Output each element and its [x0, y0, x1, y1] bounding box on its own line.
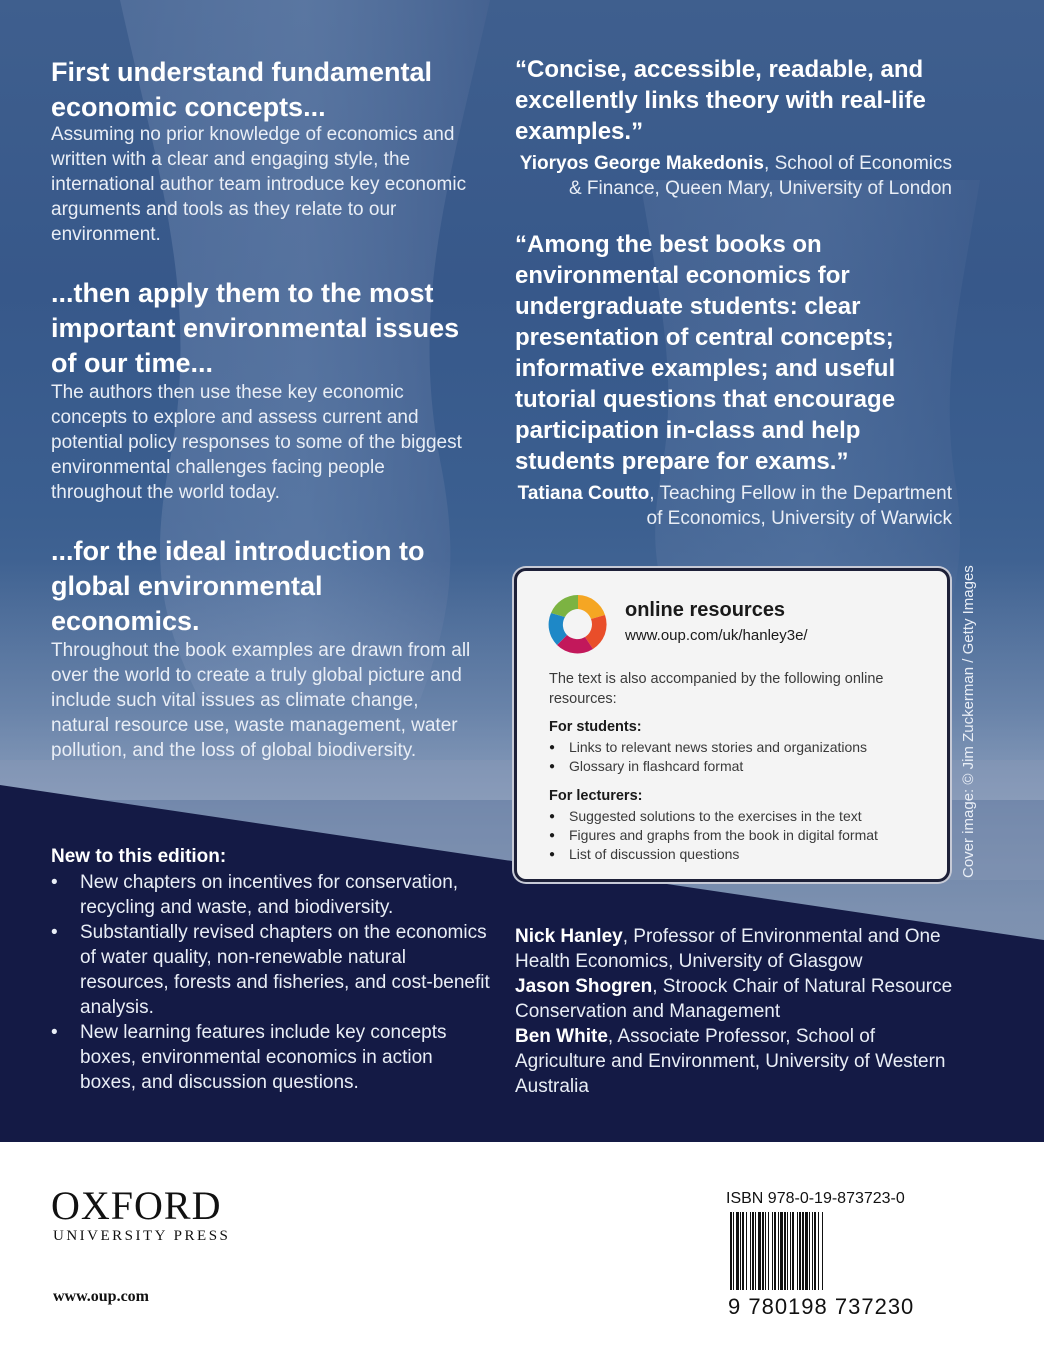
barcode-bar: [809, 1212, 810, 1290]
list-item: ● Glossary in flashcard format: [549, 757, 867, 776]
barcode-bar: [755, 1212, 756, 1290]
list-item: • Substantially revised chapters on the economics of water quality, non-renewable natural resources, forests and fisheries, and cost-benefit analysis.: [51, 920, 491, 1020]
reviewer-name-1: Yioryos George Makedonis: [519, 153, 765, 174]
barcode-bar: [780, 1212, 783, 1290]
list-item: ● Figures and graphs from the book in digital format: [549, 826, 878, 845]
cover-image-credit: Cover image: © Jim Zuckerman / Getty Images: [960, 565, 977, 878]
barcode-bar: [802, 1212, 804, 1290]
isbn-text: ISBN 978-0-19-873723-0: [726, 1190, 905, 1207]
author-white: [515, 1024, 955, 1099]
publisher-logo: OXFORD: [51, 1183, 222, 1228]
author-name: Ben White: [515, 1026, 608, 1047]
online-resources-logo-icon: [547, 593, 609, 655]
barcode-bar: [797, 1212, 798, 1290]
barcode-bar: [822, 1212, 823, 1290]
students-list: [549, 738, 867, 776]
author-description: , Professor of Environmental and One Health Economics, University of Glasgow: [515, 926, 941, 972]
barcode-bar: [733, 1212, 734, 1290]
barcode-bar: [799, 1212, 801, 1290]
online-resources-box: [514, 568, 950, 882]
barcode-bar: [812, 1212, 813, 1290]
publisher-footer: [0, 1142, 1044, 1360]
barcode-bar: [762, 1212, 764, 1290]
barcode-image: [728, 1212, 928, 1290]
barcode-bar: [805, 1212, 808, 1290]
barcode-bar: [787, 1212, 788, 1290]
barcode-bar: [792, 1212, 794, 1290]
list-item: • New chapters on incentives for conservation, recycling and waste, and biodiversity.: [51, 870, 491, 920]
list-item: • New learning features include key concepts boxes, environmental economics in action boxes, and discussion questions.: [51, 1020, 491, 1095]
author-hanley: [515, 924, 955, 974]
new-edition-list: [51, 870, 491, 1095]
barcode-bar: [740, 1212, 741, 1290]
barcode-bar: [774, 1212, 776, 1290]
barcode-bar: [765, 1212, 766, 1290]
online-resources-intro: The text is also accompanied by the following online resources:: [549, 671, 884, 707]
section-heading-concepts: First understand fundamental economic concepts...: [51, 57, 433, 122]
publisher-website[interactable]: www.oup.com: [53, 1288, 150, 1305]
barcode-bar: [750, 1212, 751, 1290]
review-quote-2: “Among the best books on environmental economics for undergraduate students: clear presentation of central concepts; informative examples; and useful tutorial questions that encourage participation in-class and help students prepare for exams.”: [515, 231, 896, 475]
barcode-bar: [758, 1212, 761, 1290]
section-text-introduction: Throughout the book examples are drawn from all over the world to create a truly global picture and include such vital issues as climate change, natural resource use, waste management, water pollution, and the loss of global biodiversity.: [51, 640, 471, 761]
barcode-bar: [784, 1212, 786, 1290]
list-item: ● Links to relevant news stories and organizations: [549, 738, 867, 757]
section-text-concepts: Assuming no prior knowledge of economics and written with a clear and engaging style, the international author team introduce key economic arguments and tools as they relate to our environment.: [51, 124, 467, 245]
lecturers-heading: For lecturers:: [549, 788, 643, 804]
barcode-bar: [772, 1212, 773, 1290]
barcode-number: 9 780198 737230: [728, 1294, 915, 1319]
section-heading-apply: ...then apply them to the most important environmental issues of our time...: [51, 278, 460, 378]
author-name: Nick Hanley: [515, 926, 623, 947]
online-resources-url[interactable]: www.oup.com/uk/hanley3e/: [625, 627, 808, 644]
barcode-bar: [768, 1212, 769, 1290]
barcode-bar: [742, 1212, 744, 1290]
barcode-bar: [736, 1212, 739, 1290]
list-item: ● List of discussion questions: [549, 845, 878, 864]
publisher-logo-subtitle: UNIVERSITY PRESS: [53, 1228, 231, 1244]
reviewer-affiliation-1: , School of Economics & Finance, Queen Mary, University of London: [568, 153, 952, 199]
reviewer-name-2: Tatiana Coutto: [517, 483, 650, 504]
new-edition-heading: New to this edition:: [51, 846, 227, 867]
author-shogren: [515, 974, 955, 1024]
barcode-bar: [746, 1212, 747, 1290]
barcode-bar: [818, 1212, 819, 1290]
online-resources-title: online resources: [625, 599, 786, 621]
review-attribution-2: [515, 481, 952, 531]
lecturers-list: [549, 807, 878, 864]
barcode-bar: [778, 1212, 779, 1290]
students-heading: For students:: [549, 719, 642, 735]
barcode-bar: [752, 1212, 754, 1290]
section-text-apply: The authors then use these key economic concepts to explore and assess current and potential policy responses to some of the biggest environmental challenges facing people throughout the world today.: [51, 382, 462, 503]
author-description: , Stroock Chair of Natural Resource Conservation and Management: [515, 976, 953, 1022]
list-item: ● Suggested solutions to the exercises in the text: [549, 807, 878, 826]
author-name: Jason Shogren: [515, 976, 653, 997]
barcode-bar: [814, 1212, 816, 1290]
reviewer-affiliation-2: , Teaching Fellow in the Department of Economics, University of Warwick: [646, 483, 952, 529]
review-quote-1: “Concise, accessible, readable, and excellently links theory with real-life examples.”: [515, 56, 926, 145]
section-heading-introduction: ...for the ideal introduction to global environmental economics.: [51, 536, 425, 636]
barcode-bar: [730, 1212, 732, 1290]
author-description: , Associate Professor, School of Agriculture and Environment, University of Western Australia: [515, 1026, 946, 1097]
barcode-bar: [790, 1212, 791, 1290]
review-attribution-1: [515, 151, 952, 201]
